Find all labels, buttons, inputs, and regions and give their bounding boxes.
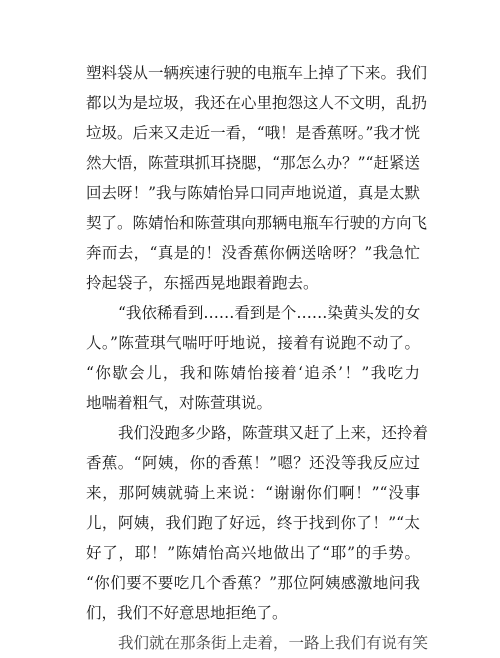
text-line: 垃圾。后来又走近一看，“哦！是香蕉呀。”我才恍: [86, 124, 420, 142]
text-line: 们，我们不好意思地拒绝了。: [86, 604, 288, 622]
text-line: 香蕉。“阿姨，你的香蕉！”嗯？还没等我反应过: [86, 454, 420, 472]
text-line: 塑料袋从一辆疾速行驶的电瓶车上掉了下来。我们: [86, 64, 428, 82]
text-line: 奔而去，“真是的！没香蕉你俩送啥呀？”我急忙: [86, 244, 420, 262]
text-line: 人。”陈萱琪气喘吁吁地说，接着有说跑不动了。: [86, 334, 420, 352]
text-line: 地喘着粗气，对陈萱琪说。: [86, 394, 273, 412]
text-line: 然大悟，陈萱琪抓耳挠腮，“那怎么办？”“赶紧送: [86, 154, 420, 172]
article-body: [86, 58, 429, 652]
text-line: 来，那阿姨就骑上来说：“谢谢你们啊！”“没事: [86, 484, 420, 502]
text-line: 契了。陈婧怡和陈萱琪向那辆电瓶车行驶的方向飞: [86, 214, 428, 232]
text-line: “你们要不要吃几个香蕉？”那位阿姨感激地问我: [86, 574, 420, 592]
text-line: 都以为是垃圾，我还在心里抱怨这人不文明，乱扔: [86, 94, 428, 112]
text-line: 我们没跑多少路，陈萱琪又赶了上来，还拎着: [118, 424, 429, 442]
text-line: 儿，阿姨，我们跑了好远，终于找到你了！”“太: [86, 514, 420, 532]
text-line: “你歇会儿，我和陈婧怡接着‘追杀’！”我吃力: [86, 364, 420, 382]
text-line: “我依稀看到……看到是个……染黄头发的女: [118, 304, 421, 322]
text-line: 拎起袋子，东摇西晃地跟着跑去。: [86, 274, 319, 292]
text-line: 我们就在那条街上走着，一路上我们有说有笑: [118, 634, 429, 652]
text-line: 好了，耶！”陈婧怡高兴地做出了“耶”的手势。: [86, 544, 420, 562]
text-line: 回去呀！”我与陈婧怡异口同声地说道，真是太默: [86, 184, 420, 202]
